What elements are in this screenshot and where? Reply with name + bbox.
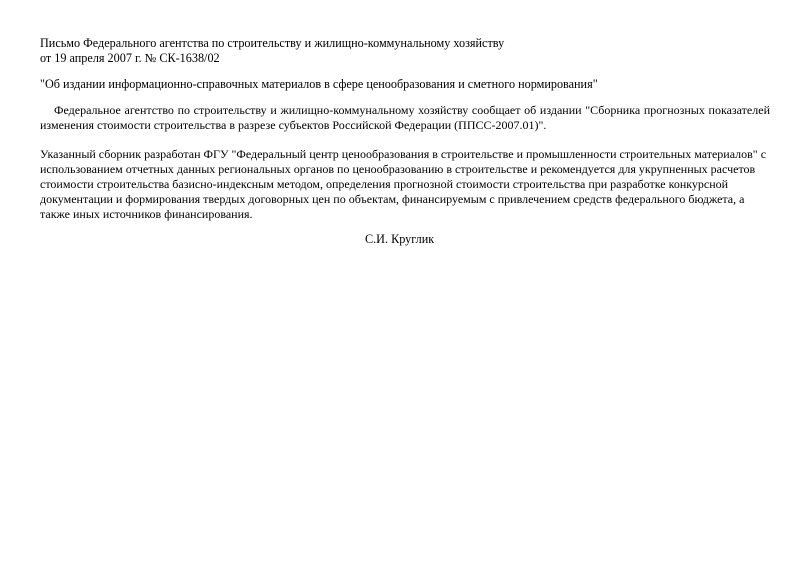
document-title-line-1: Письмо Федерального агентства по строительству и жилищно-коммунальному хозяйству (40, 36, 505, 50)
document-subject: "Об издании информационно-справочных материалов в сфере ценообразования и сметного нормирования" (40, 77, 598, 91)
paragraph-1: Федеральное агентство по строительству и жилищно-коммунальному хозяйству сообщает об издании "Сборника прогнозных показателей изменения стоимости строительства в разрезе субъектов Российской Федерации (ППСС-2007.01)". (40, 103, 770, 132)
signature: С.И. Круглик (365, 232, 435, 246)
document-page (40, 36, 770, 247)
paragraph-2: Указанный сборник разработан ФГУ "Федеральный центр ценообразования в строительстве и промышленности строительных материалов" с использованием отчетных данных региональных органов по ценообразованию в строительстве и рекомендуется для укрупненных расчетов стоимости строительства базисно-индексным методом, определения прогнозной стоимости строительства при разработке конкурсной документации и формирования твердых договорных цен по объектам, финансируемым с привлечением средств федерального бюджета, а также иных источников финансирования. (40, 147, 767, 221)
document-date-number: от 19 апреля 2007 г. № СК-1638/02 (40, 51, 220, 65)
